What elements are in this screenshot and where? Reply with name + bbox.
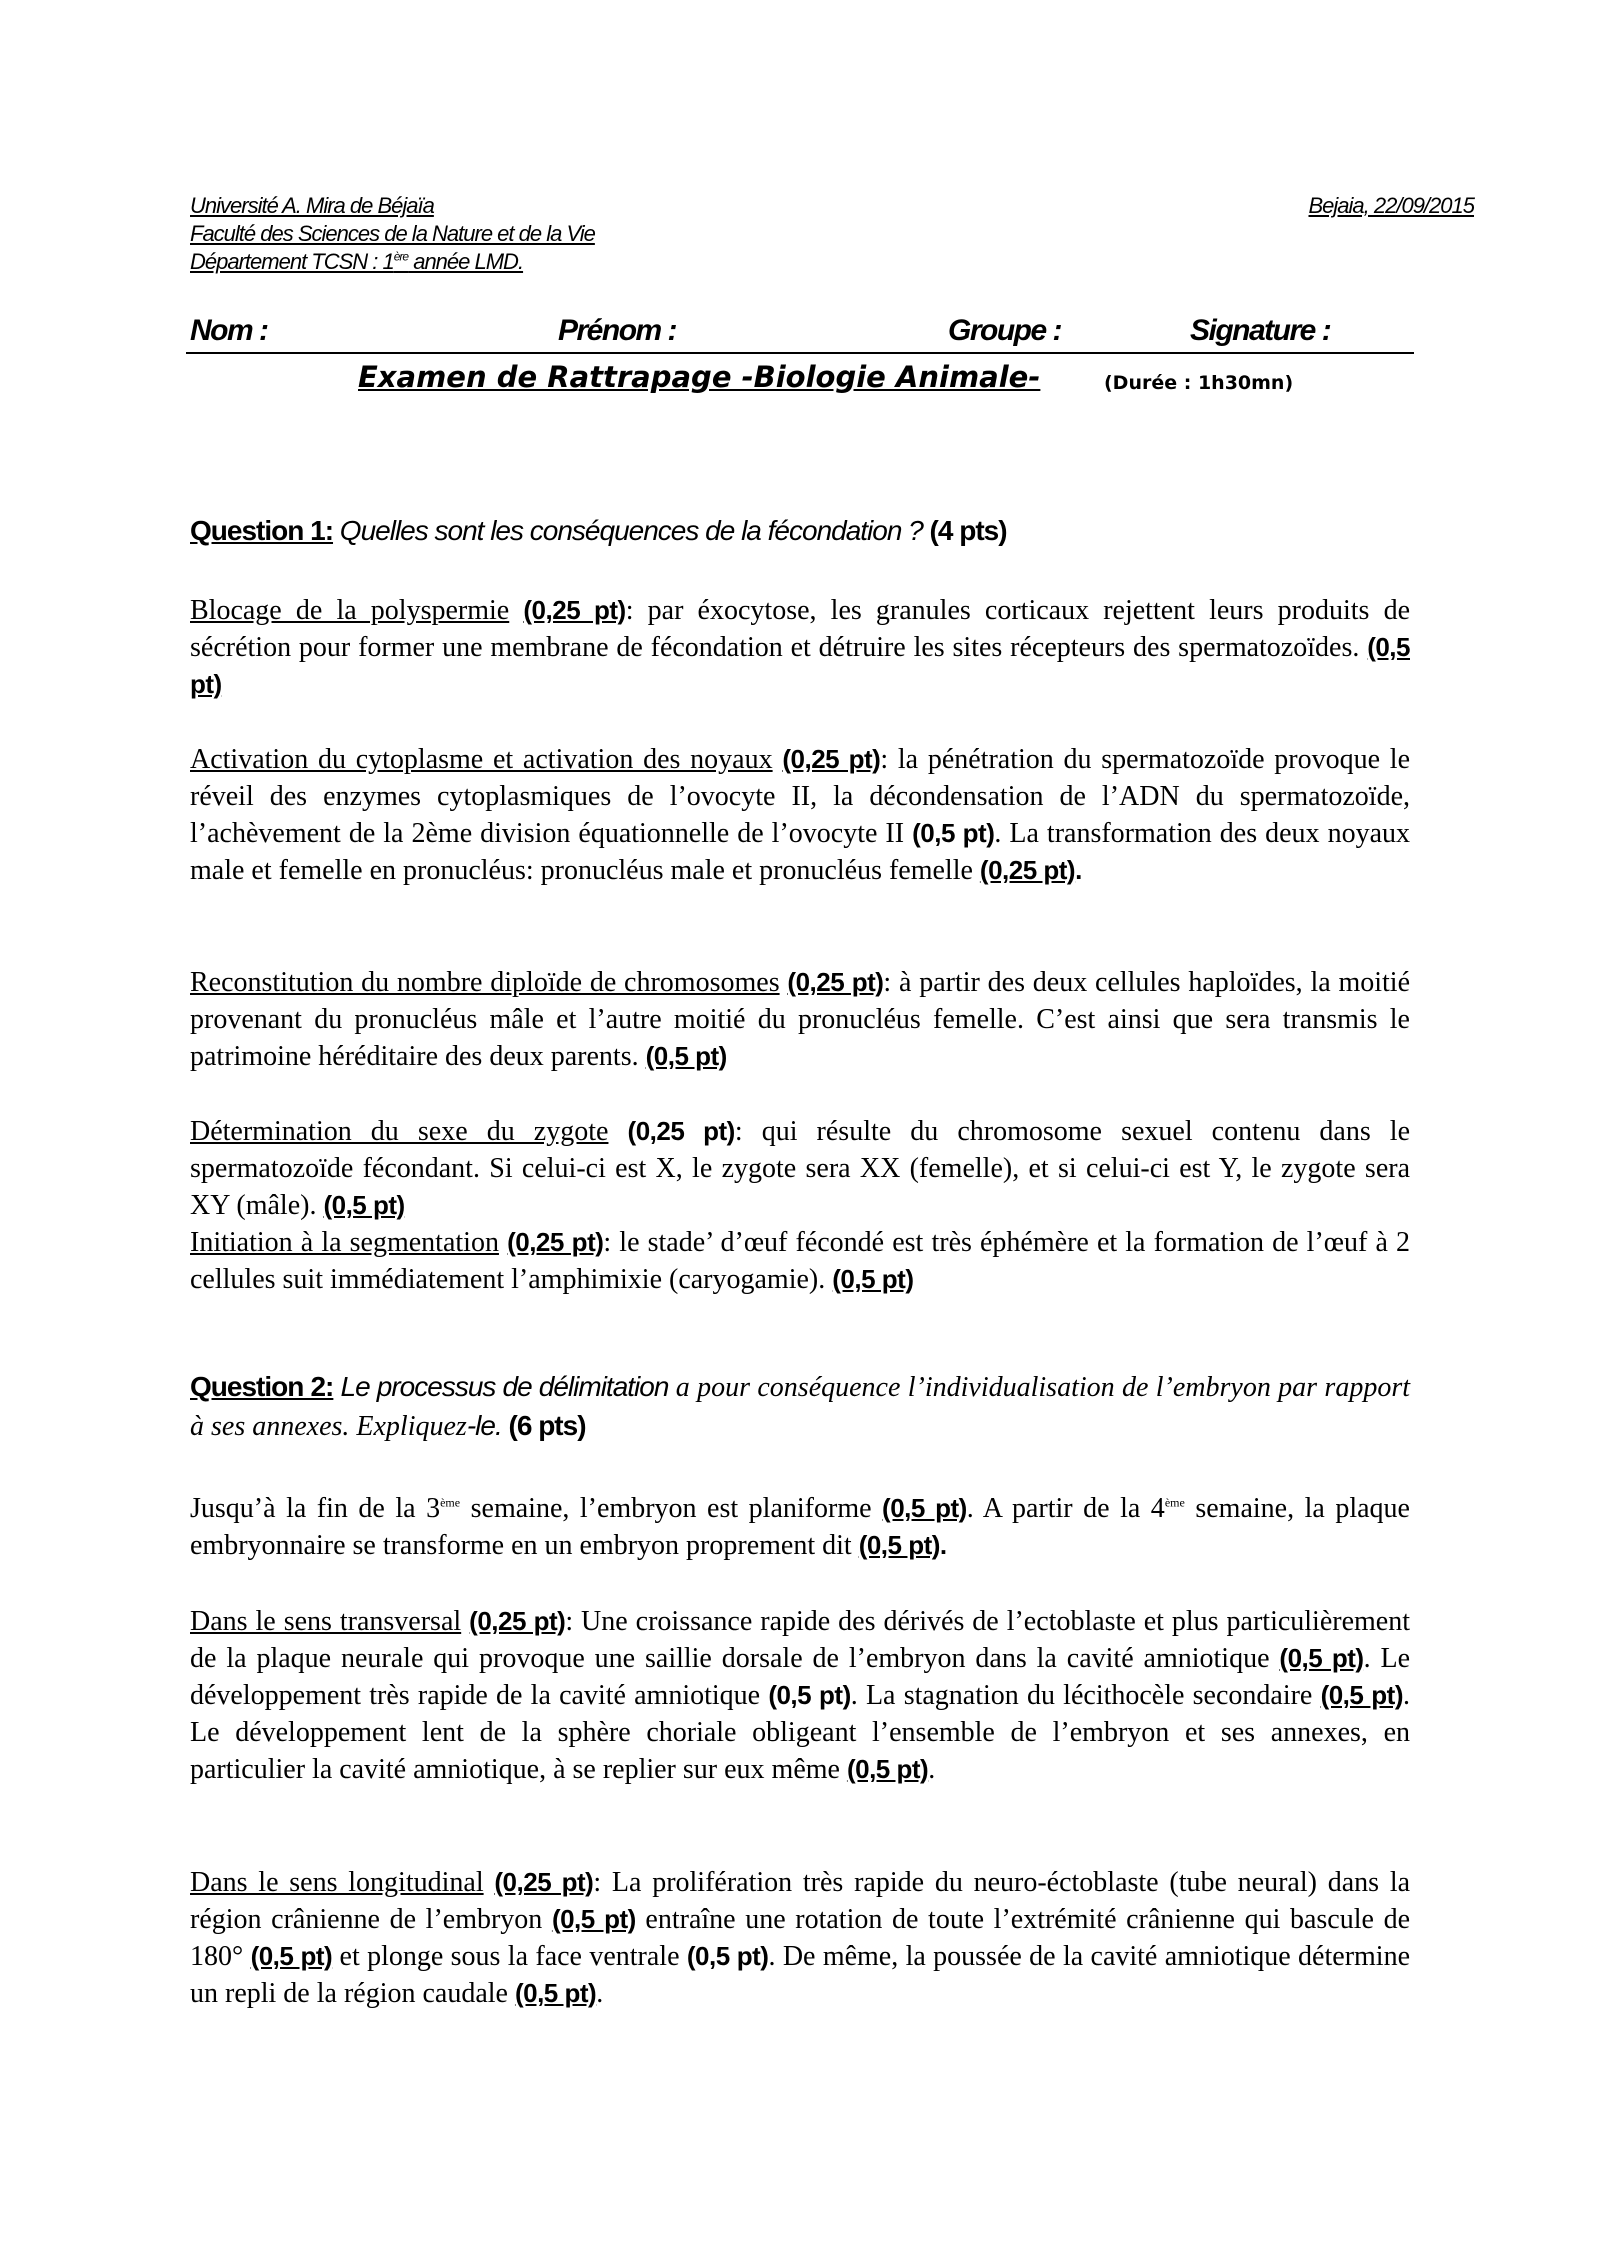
nom-field-label: Nom : [190,314,268,347]
exam-duration: (Durée : 1h30mn) [1104,372,1294,394]
groupe-field-label: Groupe : [948,314,1061,347]
institution-header [190,192,595,276]
exam-date: Bejaia, 22/09/2015 [1308,193,1474,218]
student-id-row [186,312,1414,354]
question-1-points: (4 pts) [922,515,1007,546]
question-2-heading: Question 2: Le processus de délimitation a pour conséquence l’individualisation de l’embryon par rapport à ses annexes. Expliquez-le. (6 pts) [190,1371,1410,1442]
question-1-heading [190,512,1410,551]
question-2-points: (6 pts) [501,1410,586,1441]
question-1-label: Question 1: [190,515,334,546]
answer-1-diploid: Reconstitution du nombre diploïde de chromosomes (0,25 pt): à partir des deux cellules haploïdes, la moitié provenant du pronucléus mâle et l’autre moitié du pronucléus femelle. C’est ainsi que sera transmis le patrimoine héréditaire des deux parents. (0,5 pt) [190,967,1410,1072]
university-name: Université A. Mira de Béjaïa [190,193,434,218]
answer-2-transversal: Dans le sens transversal (0,25 pt): Une croissance rapide des dérivés de l’ectoblaste et plus particulièrement de la plaque neurale qui provoque une saillie dorsale de l’embryon dans la cavité amniotique (0,5 pt). Le développement très rapide de la cavité amniotique (0,5 pt). La stagnation du lécithocèle secondaire (0,5 pt). Le développement lent de la sphère choriale obligeant l’ensemble de l’embryon et ses annexes, en particulier la cavité amniotique, à se replier sur eux même (0,5 pt). [190,1606,1411,1785]
answer-1-activation: Activation du cytoplasme et activation des noyaux (0,25 pt): la pénétration du spermatozoïde provoque le réveil des enzymes cytoplasmiques de l’ovocyte II, la décondensation de l’ADN du spermatozoïde, l’achèvement de la 2ème division équationnelle de l’ovocyte II (0,5 pt). La transformation des deux noyaux male et femelle en pronucléus: pronucléus male et pronucléus femelle (0,25 pt). [190,744,1411,886]
answer-2-longitudinal: Dans le sens longitudinal (0,25 pt): La prolifération très rapide du neuro-éctoblaste (tube neural) dans la région crânienne de l’embryon (0,5 pt) entraîne une rotation de toute l’extrémité crânienne qui bascule de 180° (0,5 pt) et plonge sous la face ventrale (0,5 pt). De même, la poussée de la cavité amniotique détermine un repli de la région caudale (0,5 pt). [190,1867,1411,2009]
faculty-name: Faculté des Sciences de la Nature et de la Vie [190,221,595,246]
answer-2-intro: Jusqu’à la fin de la 3ème semaine, l’embryon est planiforme (0,5 pt). A partir de la 4ème semaine, la plaque embryonnaire se transforme en un embryon proprement dit (0,5 pt). [190,1493,1410,1561]
prenom-field-label: Prénom : [558,314,677,347]
question-2-label: Question 2: [190,1371,334,1402]
answer-1-polyspermy: Blocage de la polyspermie (0,25 pt): par éxocytose, les granules corticaux rejettent leurs produits de sécrétion pour former une membrane de fécondation et détruire les sites récepteurs des spermatozoïdes. (0,5 pt) [190,595,1411,699]
exam-title: Examen de Rattrapage -Biologie Animale- [358,360,1041,394]
question-1-text: Quelles sont les conséquences de la fécondation ? [333,515,923,546]
department-name: Département TCSN : 1ère année LMD. [190,249,524,274]
answer-1-sex: Détermination du sexe du zygote (0,25 pt): qui résulte du chromosome sexuel contenu dans le spermatozoïde fécondant. Si celui-ci est X, le zygote sera XX (femelle), et si celui-ci est Y, le zygote sera XY (mâle). (0,5 pt) [190,1116,1411,1221]
answer-1-segmentation: Initiation à la segmentation (0,25 pt): le stade’ d’œuf fécondé est très éphémère et la formation de l’œuf à 2 cellules suit immédiatement l’amphimixie (caryogamie). (0,5 pt) [190,1227,1411,1295]
signature-field-label: Signature : [1190,314,1331,347]
